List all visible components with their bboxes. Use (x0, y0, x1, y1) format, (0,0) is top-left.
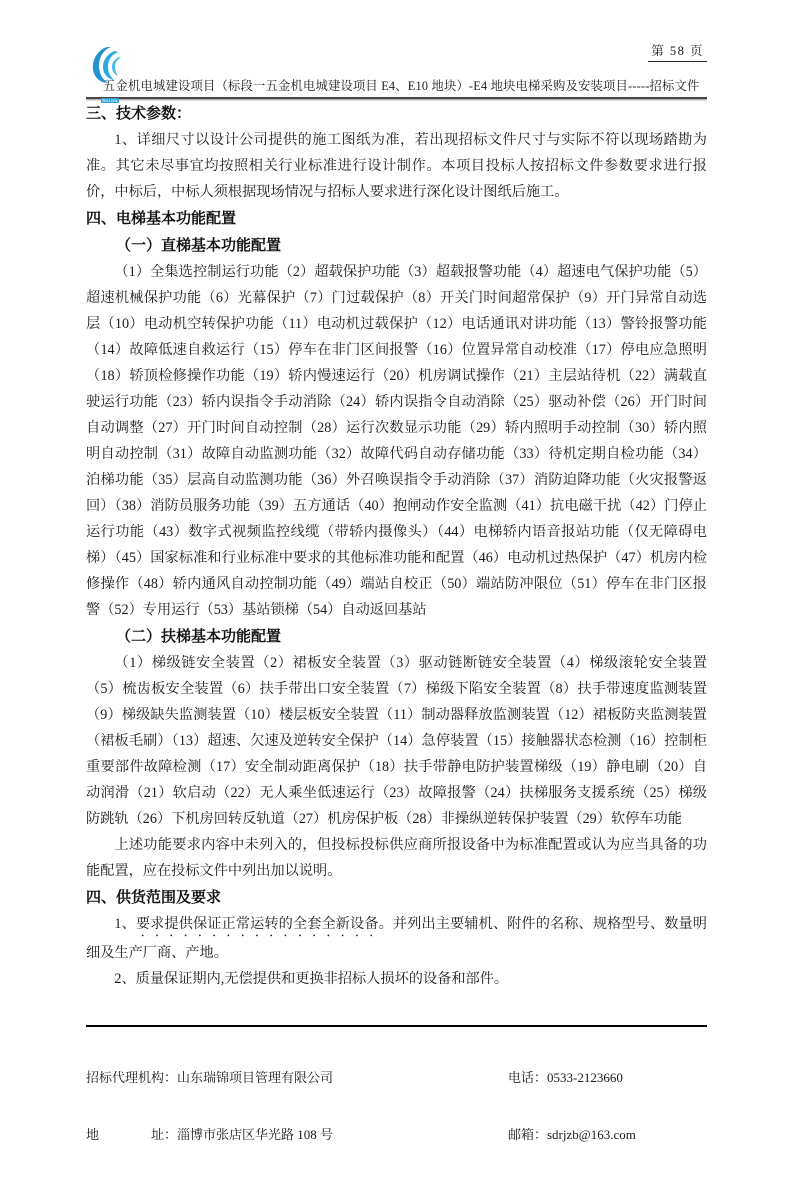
page-header (86, 38, 707, 103)
para-supply-1 (86, 911, 707, 966)
footer-address: 地 址：淄博市张店区华光路 108 号 (86, 1127, 334, 1142)
supply-1-prefix: 1、 (114, 916, 136, 932)
para-config-note: 上述功能要求内容中未列入的，但投标投标供应商所报设备中为标准配置或认为应当具备的功能配置，应在投标文件中列出加以说明。 (86, 837, 707, 879)
footer-agency: 招标代理机构：山东瑞锦项目管理有限公司 (86, 1070, 334, 1085)
main-content (86, 100, 707, 992)
supply-1-rest: 并列出主要辅机、附件的名称、规格型号、数量明细及生产厂商、产地。 (86, 916, 707, 961)
heading-supply-scope: 四、供货范围及要求 (86, 889, 222, 906)
footer-content (86, 1027, 707, 1201)
heading-elevator-config: 四、电梯基本功能配置 (86, 210, 237, 227)
logo-text: RUIJIN (102, 98, 118, 103)
heading-vertical-elevator: （一）直梯基本功能配置 (116, 237, 282, 254)
header-project-title: 五金机电城建设项目（标段一五金机电城建设项目 E4、E10 地块）-E4 地块电梯采购及安装项目-----招标文件 (103, 79, 700, 93)
heading-escalator: （二）扶梯基本功能配置 (116, 628, 282, 645)
page-footer (86, 1025, 707, 1201)
para-tech-1: 1、详细尺寸以设计公司提供的施工图纸为准，若出现招标文件尺寸与实际不符以现场踏勘为准。其它未尽事宜均按照相关行业标准进行设计制作。本项目投标人按招标文件参数要求进行报价，中标后，中标人须根据现场情况与招标人要求进行深化设计图纸后施工。 (86, 132, 707, 200)
footer-email: 邮箱：sdrjzb@163.com (508, 1127, 636, 1142)
page-number: 第 58 页 (648, 41, 707, 62)
footer-phone: 电话：0533-2123660 (508, 1070, 623, 1085)
para-vertical-elevator-functions: （1）全集选控制运行功能（2）超载保护功能（3）超载报警功能（4）超速电气保护功能（5）超速机械保护功能（6）光幕保护（7）门过载保护（8）开关门时间超常保护（9）开门异常自动选层（10）电动机空转保护功能（11）电动机过载保护（12）电话通讯对讲功能（13）警铃报警功能（14）故障低速自救运行（15）停车在非门区间报警（16）位置异常自动校准（17）停电应急照明（18）轿顶检修操作功能（19）轿内慢速运行（20）机房调试操作（21）主层站待机（22）满载直驶运行功能（23）轿内误指令手动消除（24）轿内误指令自动消除（25）驱动补偿（26）开门时间自动调整（27）开门时间自动控制（28）运行次数显示功能（29）轿内照明手动控制（30）轿内照明自动控制（31）故障自动监测功能（32）故障代码自动存储功能（33）待机定期自检功能（34）泊梯功能（35）层高自动监测功能（36）外召唤误指令手动消除（37）消防迫降功能（火灾报警返回）（38）消防员服务功能（39）五方通话（40）抱闸动作安全监测（41）抗电磁干扰（42）门停止运行功能（43）数字式视频监控线缆（带轿内摄像头）（44）电梯轿内语音报站功能（仅无障碍电梯）（45）国家标准和行业标准中要求的其他标准功能和配置（46）电动机过热保护（47）机房内检修操作（48）轿内通风自动控制功能（49）端站自校正（50）端站防冲限位（51）停车在非门区报警（52）专用运行（53）基站锁梯（54）自动返回基站 (86, 264, 707, 618)
supply-1-emphasized-text: 要求提供保证正常运转的全套全新设备。 (135, 916, 393, 932)
para-escalator-functions: （1）梯级链安全装置（2）裙板安全装置（3）驱动链断链安全装置（4）梯级滚轮安全装置（5）梳齿板安全装置（6）扶手带出口安全装置（7）梯级下陷安全装置（8）扶手带速度监测装置（9）梯级缺失监测装置（10）楼层板安全装置（11）制动器释放监测装置（12）裙板防夹监测装置（裙板毛刷）（13）超速、欠速及逆转安全保护（14）急停装置（15）接触器状态检测（16）控制柜重要部件故障检测（17）安全制动距离保护（18）扶手带静电防护装置梯级（19）静电刷（20）自动润滑（21）软启动（22）无人乘坐低速运行（23）故障报警（24）扶梯服务支援系统（25）梯级防跳轨（26）下机房回转反轨道（27）机房保护板（28）非操纵逆转保护装置（29）软停车功能 (86, 655, 707, 827)
heading-tech-params: 三、技术参数： (86, 105, 192, 122)
footer-contact (508, 1030, 636, 1182)
para-supply-2: 2、质量保证期内,无偿提供和更换非招标人损坏的设备和部件。 (114, 971, 509, 987)
